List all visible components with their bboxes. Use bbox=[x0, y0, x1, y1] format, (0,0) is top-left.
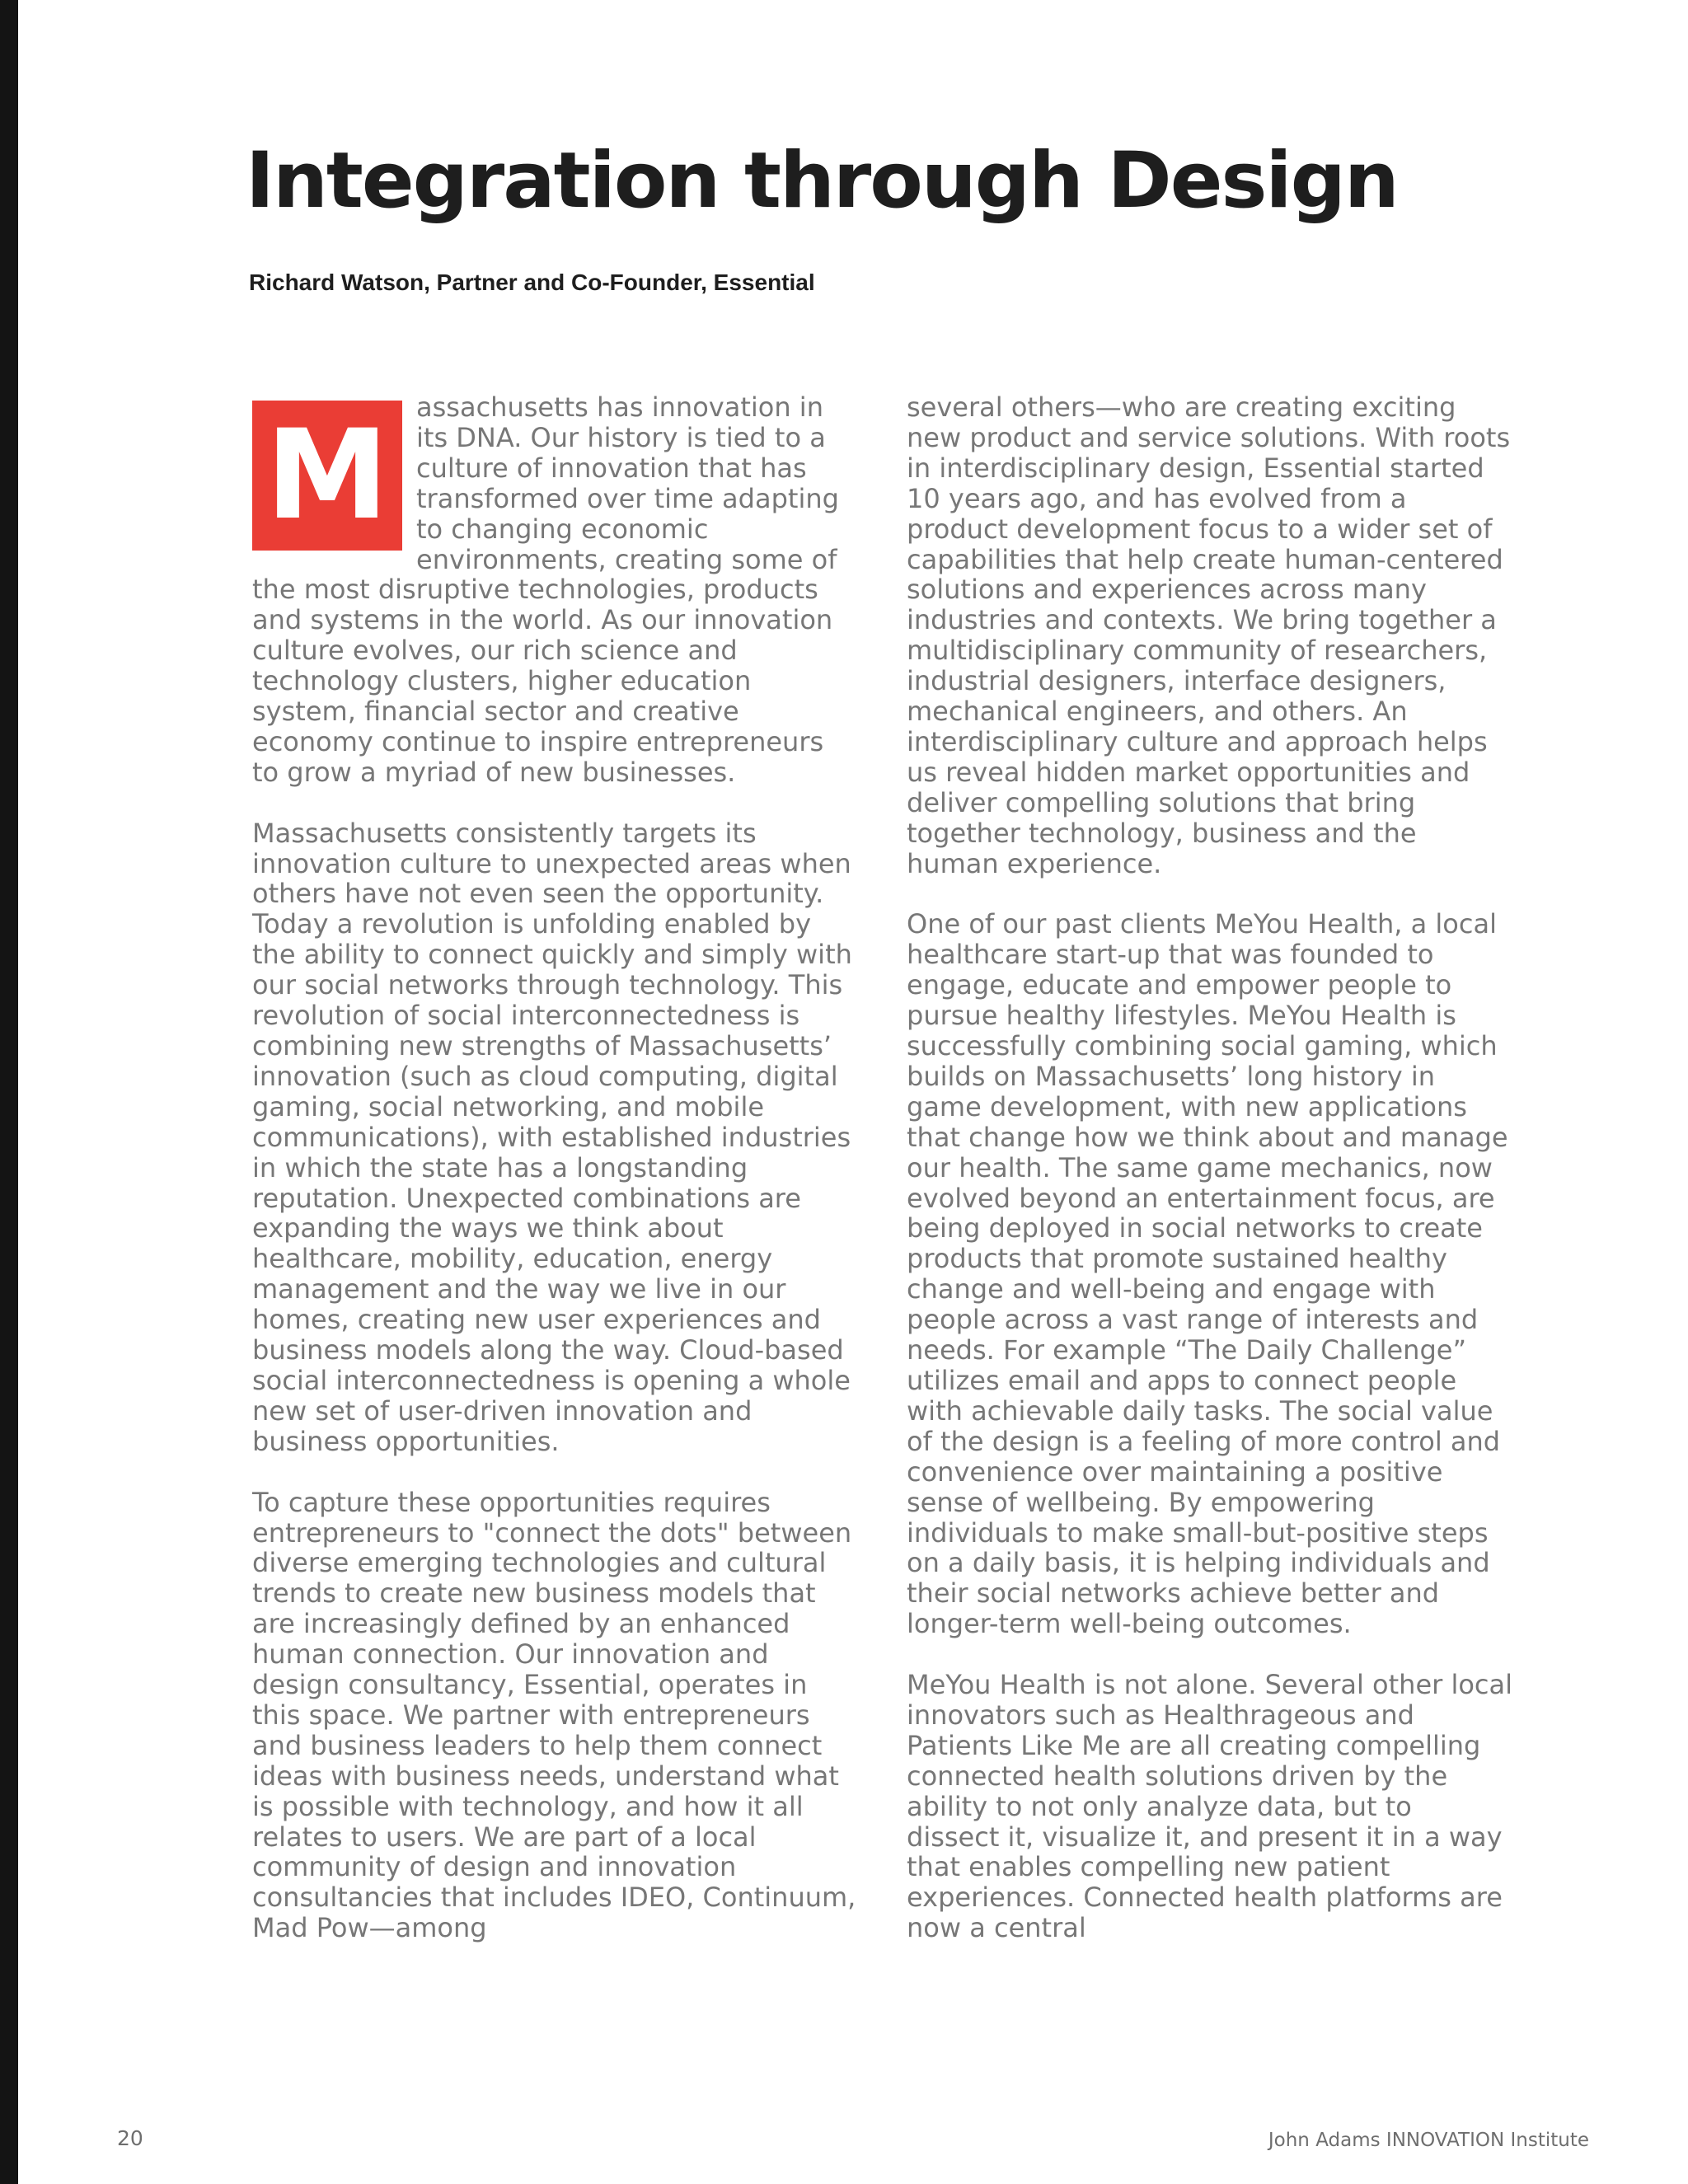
article-title: Integration through Design bbox=[246, 136, 1398, 226]
publication-name: John Adams INNOVATION Institute bbox=[1268, 2130, 1589, 2151]
document-page bbox=[18, 0, 1688, 2184]
paragraph: several others—who are creating exciting new product and service solutions. With roots in interdisciplinary design, Essential started 10 years ago, and has evolved from a product development focus to a wider set of capabilities that help create human-centered solutions and experiences across many industries and contexts. We bring together a multidisciplinary community of researchers, industrial designers, interface designers, mechanical engineers, and others. An interdisciplinary culture and approach helps us reveal hidden market opportunities and deliver compelling solutions that bring together technology, business and the human experience. bbox=[907, 391, 1511, 879]
page-binding-edge bbox=[0, 0, 18, 2184]
paragraph: One of our past clients MeYou Health, a local healthcare start-up that was founded to engage, educate and empower people to pursue healthy lifestyles. MeYou Health is successfully combining social gaming, which builds on Massachusetts’ long history in game development, with new applications that change how we think about and manage our health. The same game mechanics, now evolved beyond an entertainment focus, are being deployed in social networks to create products that promote sustained healthy change and well-being and engage with people across a vast range of interests and needs. For example “The Daily Challenge” utilizes email and apps to connect people with achievable daily tasks. The social value of the design is a feeling of more control and convenience over maintaining a positive sense of wellbeing. By empowering individuals to make small-but-positive steps on a daily basis, it is helping individuals and their social networks achieve better and longer-term well-being outcomes. bbox=[907, 908, 1508, 1640]
left-text-column bbox=[252, 392, 858, 1974]
right-text-column bbox=[907, 392, 1512, 1974]
paragraph: To capture these opportunities requires entrepreneurs to "connect the dots" between diverse emerging technologies and cultural trends to create new business models that are increasingly defined by an enhanced human connection. Our innovation and design consultancy, Essential, operates in this space. We partner with entrepreneurs and business leaders to help them connect ideas with business needs, understand what is possible with technology, and how it all relates to users. We are part of a local community of design and innovation consultancies that includes IDEO, Continuum, Mad Pow—among bbox=[252, 1486, 856, 1944]
page-number: 20 bbox=[117, 2126, 143, 2150]
article-byline: Richard Watson, Partner and Co-Founder, Essential bbox=[249, 269, 815, 295]
paragraph bbox=[252, 392, 858, 788]
paragraph: MeYou Health is not alone. Several other local innovators such as Healthrageous and Patients Like Me are all creating compelling connected health solutions driven by the ability to not only analyze data, but to dissect it, visualize it, and present it in a way that enables compelling new patient experiences. Connected health platforms are now a central bbox=[907, 1669, 1513, 1944]
paragraph-text: assachusetts has innovation in its DNA. Our history is tied to a culture of innovation that has transformed over time adapting to changing economic environments, creating some of the most disruptive technologies, products and systems in the world. As our innovation culture evolves, our rich science and technology clusters, higher education system, financial sector and creative economy continue to inspire entrepreneurs to grow a myriad of new businesses. bbox=[252, 391, 839, 788]
drop-cap: M bbox=[252, 401, 402, 551]
paragraph: Massachusetts consistently targets its innovation culture to unexpected areas when others have not even seen the opportunity. Today a revolution is unfolding enabled by the ability to connect quickly and simply with our social networks through technology. This revolution of social interconnectedness is combining new strengths of Massachusetts’ innovation (such as cloud computing, digital gaming, social networking, and mobile communications), with established industries in which the state has a longstanding reputation. Unexpected combinations are expanding the ways we think about healthcare, mobility, education, energy management and the way we live in our homes, creating new user experiences and business models along the way. Cloud-based social interconnectedness is opening a whole new set of user-driven innovation and business opportunities. bbox=[252, 817, 852, 1457]
